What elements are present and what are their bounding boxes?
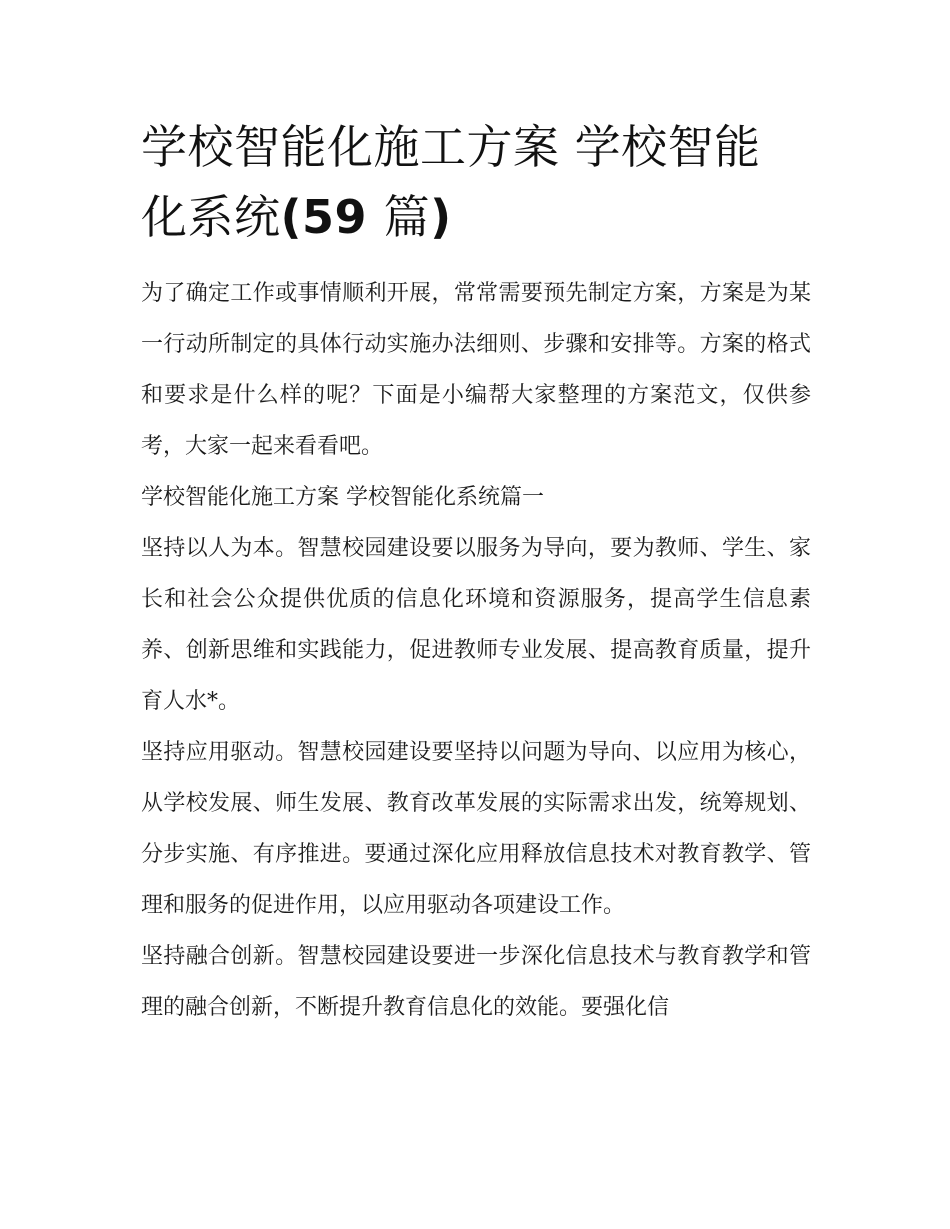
body-paragraph: 坚持融合创新。智慧校园建设要进一步深化信息技术与教育教学和管理的融合创新，不断提升教育信息化的效能。要强化信 — [141, 944, 811, 1020]
body-paragraph: 坚持应用驱动。智慧校园建设要坚持以问题为导向、以应用为核心，从学校发展、师生发展、教育改革发展的实际需求出发，统筹规划、分步实施、有序推进。要通过深化应用释放信息技术对教育教学、管理和服务的促进作用，以应用驱动各项建设工作。 — [141, 740, 811, 918]
document-title — [141, 112, 811, 252]
title-line-2-prefix: 化系统 — [141, 190, 281, 244]
section-heading: 学校智能化施工方案 学校智能化系统篇一 — [141, 485, 544, 510]
title-line-2-close: ) — [430, 190, 452, 244]
title-line-1: 学校智能化施工方案 学校智能 — [141, 120, 761, 174]
title-line-2-count: (59 — [280, 190, 384, 244]
body-paragraph: 坚持以人为本。智慧校园建设要以服务为导向，要为教师、学生、家长和社会公众提供优质的信息化环境和资源服务，提高学生信息素养、创新思维和实践能力，促进教师专业发展、提高教育质量，提升育人水*。 — [141, 536, 811, 714]
intro-paragraph: 为了确定工作或事情顺利开展，常常需要预先制定方案，方案是为某一行动所制定的具体行动实施办法细则、步骤和安排等。方案的格式和要求是什么样的呢？下面是小编帮大家整理的方案范文，仅供参考，大家一起来看看吧。 — [141, 281, 811, 459]
title-line-2-unit: 篇 — [383, 190, 431, 244]
document-page — [141, 112, 811, 1033]
